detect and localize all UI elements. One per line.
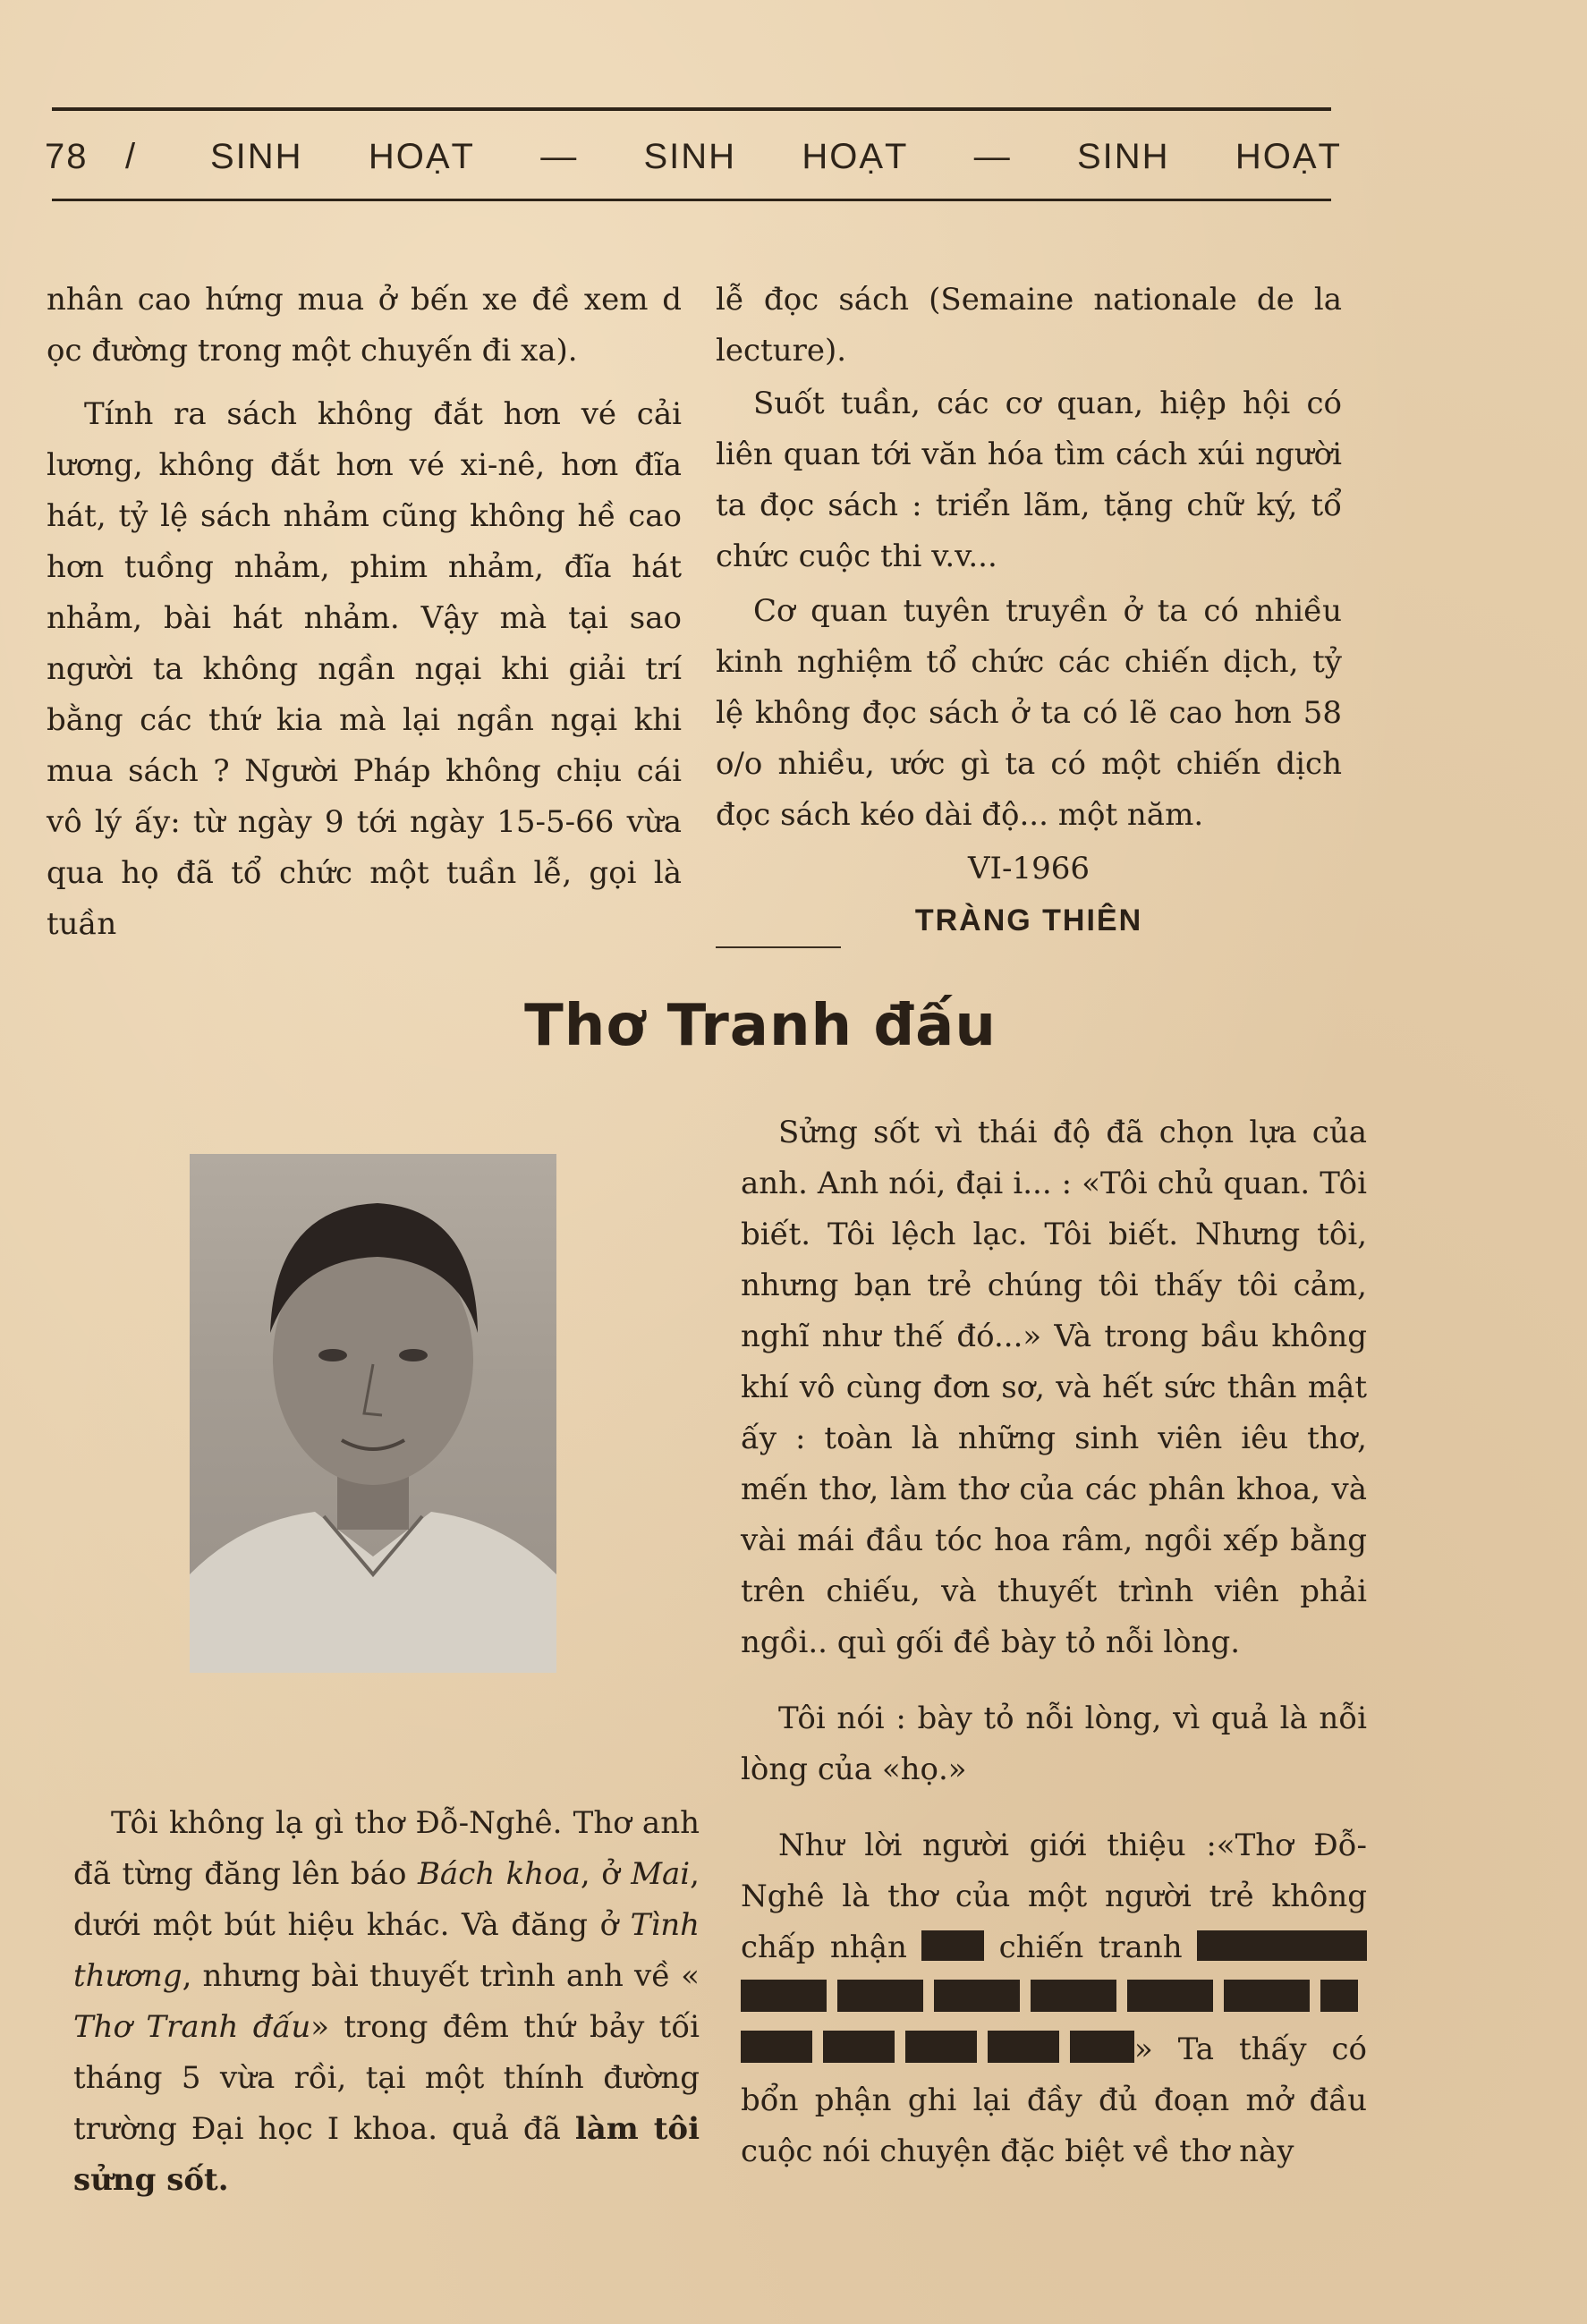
text-run: » trong đêm thứ bảy tối tháng 5 vừa rồi, tại một thính đường trường Đại học I khoa. quả đã — [73, 2009, 700, 2147]
top-left-column — [47, 275, 682, 950]
paragraph: nhân cao hứng mua ở bến xe đề xem d ọc đường trong một chuyến đi xa). — [47, 282, 682, 369]
section-dash: — — [973, 136, 1012, 176]
text-run: , dưới một bút hiệu khác. Và đăng ở — [73, 1856, 700, 1943]
portrait-illustration — [190, 1154, 556, 1673]
section-word: HOẠT — [802, 136, 909, 176]
paragraph: Sửng sốt vì thái độ đã chọn lựa của anh. Anh nói, đại i... : «Tôi chủ quan. Tôi biết. Tôi lệch lạc. Tôi biết. Nhưng tôi, nhưng bạn trẻ chúng tôi thấy tôi cảm, nghĩ như thế đó...» Và trong bầu không khí vô cùng đơn sơ, và hết sức thân mật ấy : toàn là những sinh viên iêu thơ, mến thơ, làm thơ của các phân khoa, và vài mái đầu tóc hoa râm, ngồi xếp bằng trên chiếu, và thuyết trình viên phải ngồi.. quì gối đề bày tỏ nỗi lòng. — [741, 1115, 1367, 1660]
author-portrait-photo — [190, 1154, 556, 1673]
section-divider — [716, 946, 841, 948]
section-word: SINH — [210, 136, 303, 176]
signature-author: TRÀNG THIÊN — [914, 903, 1143, 937]
lecture-title: Thơ Tranh đấu — [73, 2009, 311, 2045]
article-title: Thơ Tranh đấu — [524, 993, 997, 1059]
paragraph: Suốt tuần, các cơ quan, hiệp hội có liên quan tới văn hóa tìm cách xúi người ta đọc sách : triển lãm, tặng chữ ký, tổ chức cuộc thi v.v... — [716, 386, 1342, 574]
paragraph — [741, 1820, 1367, 2177]
bottom-left-column — [73, 1798, 700, 2206]
header-top-rule — [52, 107, 1331, 111]
header-slash: / — [125, 136, 138, 176]
text-run: , ở — [580, 1856, 632, 1892]
publication-name: Tình thương — [73, 1907, 700, 1994]
censored-block — [921, 1930, 984, 1961]
section-word: SINH — [1077, 136, 1170, 176]
paragraph: lễ đọc sách (Semaine nationale de la lecture). — [716, 282, 1342, 369]
censored-block — [741, 2031, 1134, 2063]
paragraph: Cơ quan tuyên truyền ở ta có nhiều kinh nghiệm tổ chức các chiến dịch, tỷ lệ không đọc sách ở ta có lẽ cao hơn 58 o/o nhiều, ước gì ta có một chiến dịch đọc sách kéo dài độ... một năm. — [716, 593, 1342, 833]
bottom-right-column — [741, 1107, 1367, 2177]
text-run: Tôi không lạ gì thơ Đỗ-Nghê. Thơ anh đã từng đăng lên báo — [73, 1805, 700, 1892]
running-header — [45, 125, 1342, 188]
paragraph: Tính ra sách không đắt hơn vé cải lương, không đắt hơn vé xi-nê, hơn đĩa hát, tỷ lệ sách nhảm cũng không hề cao hơn tuồng nhảm, phim nhảm, đĩa hát nhảm, bài hát nhảm. Vậy mà tại sao người ta không ngần ngại khi giải trí bằng các thứ kia mà lại ngần ngại khi mua sách ? Người Pháp không chịu cái vô lý ấy: từ ngày 9 tới ngày 15-5-66 vừa qua họ đã tổ chức một tuần lễ, gọi là tuần — [47, 396, 682, 942]
section-word: HOẠT — [1235, 136, 1342, 176]
publication-name: Mai — [631, 1856, 691, 1892]
censored-block — [1197, 1930, 1367, 1961]
text-run: » Ta thấy có bổn phận ghi lại đầy đủ đoạn mở đầu cuộc nói chuyện đặc biệt về thơ này — [741, 2031, 1367, 2169]
publication-name: Bách khoa — [417, 1856, 581, 1892]
section-word: SINH — [643, 136, 737, 176]
paragraph: Tôi nói : bày tỏ nỗi lòng, vì quả là nỗi lòng của «họ.» — [741, 1701, 1367, 1787]
text-run: chiến tranh — [998, 1930, 1183, 1965]
censored-block — [741, 1980, 1358, 2012]
text-run: , nhưng bài thuyết trình anh về « — [182, 1958, 700, 1994]
text-run: Như lời người giới thiệu :«Thơ Đỗ-Nghê là thơ của một người trẻ không chấp nhận — [741, 1828, 1367, 1965]
page-number: 78 — [45, 136, 89, 176]
section-dash: — — [540, 136, 579, 176]
signature-date: VI-1966 — [968, 851, 1090, 886]
top-right-column — [716, 275, 1342, 946]
header-bottom-rule — [52, 199, 1331, 201]
section-title — [210, 137, 1342, 177]
paragraph — [73, 1798, 700, 2206]
text-run: làm tôi sửng sốt. — [73, 2111, 700, 2198]
section-word: HOẠT — [368, 136, 475, 176]
